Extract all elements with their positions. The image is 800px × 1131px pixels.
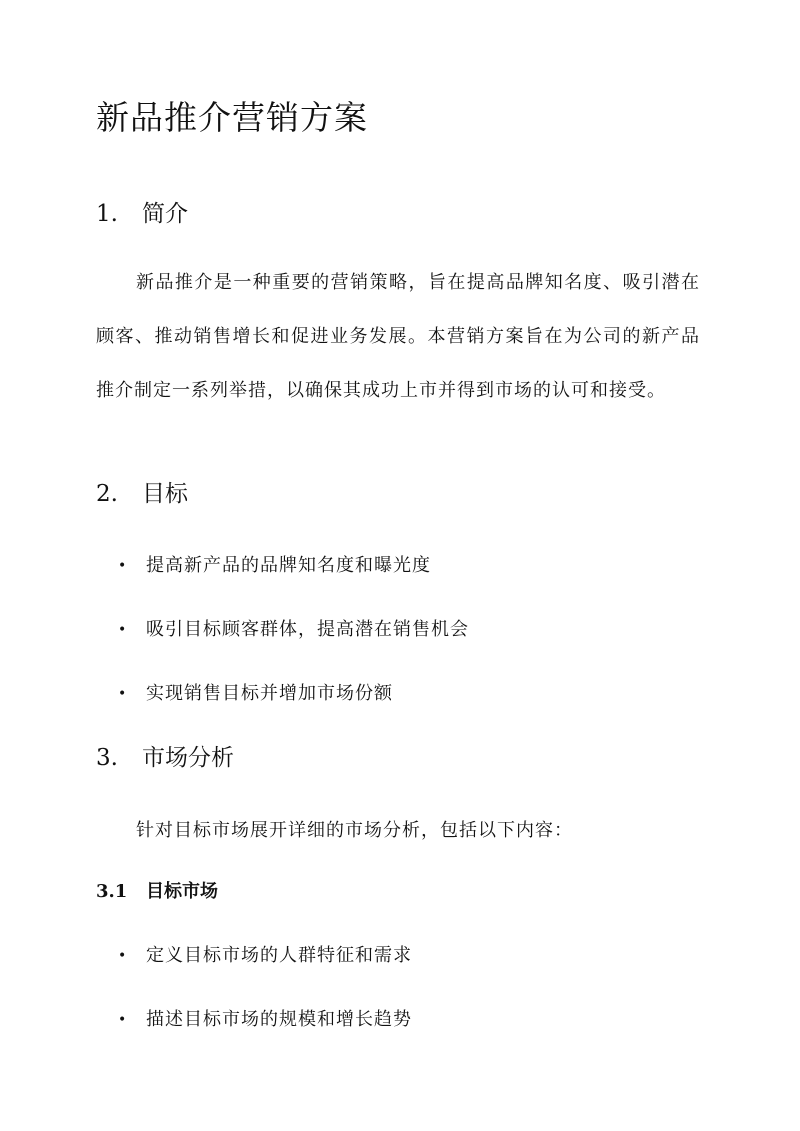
section-heading-market-analysis: [96, 742, 234, 774]
section-title: 简介: [142, 201, 188, 227]
section-number: 1.: [96, 201, 118, 227]
subsection-number: 3.1: [96, 881, 128, 902]
list-item: [118, 942, 412, 970]
section-title: 目标: [142, 481, 188, 507]
document-title: 新品推介营销方案: [96, 98, 368, 137]
section-number: 2.: [96, 481, 118, 507]
section-number: 3.: [96, 745, 118, 771]
list-item-text: 描述目标市场的规模和增长趋势: [146, 1009, 412, 1030]
list-item-text: 提高新产品的品牌知名度和曝光度: [146, 555, 431, 576]
bullet-icon: •: [118, 686, 128, 702]
list-item: [118, 680, 393, 708]
list-item: [118, 1006, 412, 1034]
market-analysis-paragraph: 针对目标市场展开详细的市场分析，包括以下内容：: [136, 820, 573, 841]
list-item: [118, 616, 469, 644]
subsection-title: 目标市场: [146, 881, 218, 902]
bullet-icon: •: [118, 558, 128, 574]
list-item-text: 实现销售目标并增加市场份额: [146, 683, 393, 704]
section-heading-goals: [96, 478, 188, 510]
bullet-icon: •: [118, 622, 128, 638]
list-item: [118, 552, 431, 580]
list-item-text: 吸引目标顾客群体，提高潜在销售机会: [146, 619, 469, 640]
section-title: 市场分析: [142, 745, 234, 771]
subsection-heading-target-market: [96, 878, 218, 906]
bullet-icon: •: [118, 1012, 128, 1028]
list-item-text: 定义目标市场的人群特征和需求: [146, 945, 412, 966]
intro-paragraph: 新品推介是一种重要的营销策略，旨在提高品牌知名度、吸引潜在顾客、推动销售增长和促进业务发展。本营销方案旨在为公司的新产品推介制定一系列举措，以确保其成功上市并得到市场的认可和接受。: [96, 272, 700, 401]
section-heading-intro: [96, 198, 188, 230]
bullet-icon: •: [118, 948, 128, 964]
